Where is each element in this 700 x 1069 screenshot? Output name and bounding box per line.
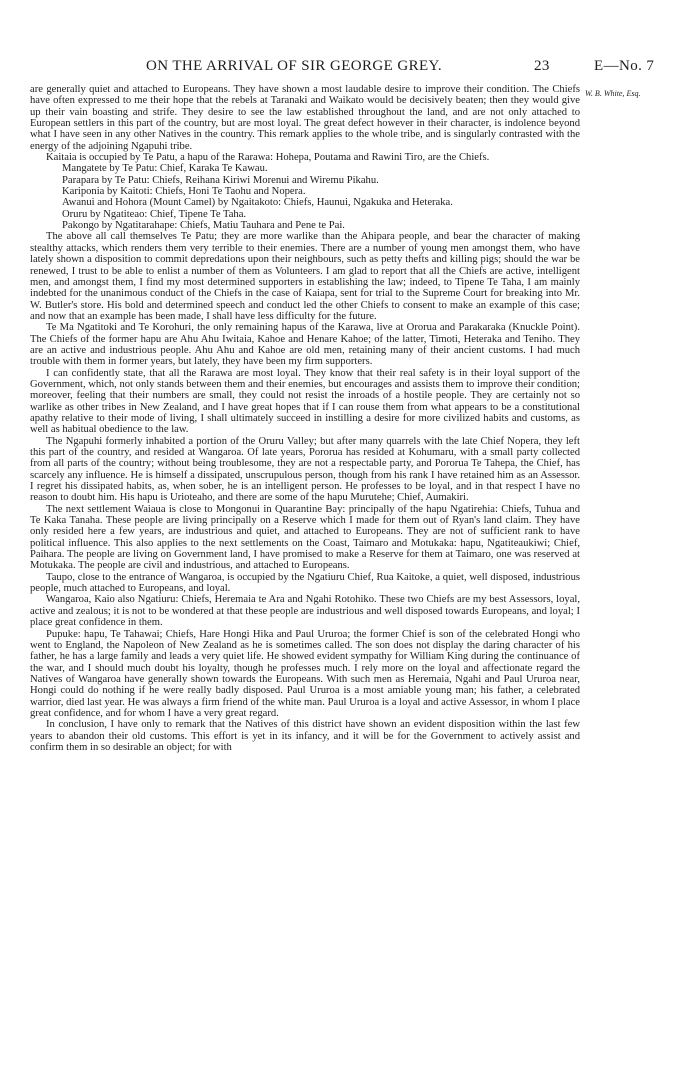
paragraph: Kaitaia is occupied by Te Patu, a hapu of the Rarawa: Hohepa, Poutama and Rawini Tiro, are the Chiefs. [46,152,490,164]
settlement-entry: Kariponia by Kaitoti: Chiefs, Honi Te Taohu and Nopera. [62,186,306,198]
paragraph: Wangaroa, Kaio also Ngatiuru: Chiefs, Heremaia te Ara and Ngahi Rotohiko. These two Chiefs are my best Assessors, loyal, active and zealous; it is not to be wondered at that these people are industrious and well disposed towards Europeans, and loyal; I place great confidence in them. [30,594,580,629]
settlement-entry: Mangatete by Te Patu: Chief, Karaka Te Kawau. [62,163,268,175]
body-text [30,84,580,1054]
paragraph: The next settlement Waiaua is close to Mongonui in Quarantine Bay: principally of the hapu Ngatirehia: Chiefs, Tuhua and Te Kaka Tanaha. These people are living principally on a Reserve which I made for them out of Ryan's land claim. They have only resided here a few years, are industrious and quiet, and attached to Europeans. They are not of sufficient rank to have political influence. This also applies to the next settlements on the Coast, Taimaro and Motukaka: hapu, Ngatiteaukiwi; Chief, Paihara. The people are living on Government land, I have promised to make a Reserve for them at Taimaro, one was reserved at Motukaka. The people are civil and industrious, and attached to Europeans. [30,503,580,572]
running-title: ON THE ARRIVAL OF SIR GEORGE GREY. [146,58,442,74]
page-header [0,58,700,78]
paragraph: In conclusion, I have only to remark that the Natives of this district have shown an evident disposition within the last few years to abandon their old customs. This effort is yet in its infancy, and it will be for the Government to actively assist and confirm them in so desirable an object; for with [30,719,580,753]
settlement-entry: Pakongo by Ngatitarahape: Chiefs, Matiu Tauhara and Pene te Pai. [62,220,345,232]
settlement-entry: Parapara by Te Patu: Chiefs, Reihana Kiriwi Morenui and Wiremu Pikahu. [62,174,379,186]
paragraph: Te Ma Ngatitoki and Te Korohuri, the only remaining hapus of the Karawa, live at Ororua and Parakaraka (Knuckle Point). The Chiefs of the former hapu are Ahu Ahu Iwitaia, Kahoe and Henare Kahoe; of the latter, Timoti, Heteraka and Teniho. They are an active and industrious people. Ahu Ahu and Kahoe are old men, retaining many of their ancient customs. I had much trouble with them in former years, but lately, they have been my firm supporters. [30,322,580,368]
paragraph: Taupo, close to the entrance of Wangaroa, is occupied by the Ngatiuru Chief, Rua Kaitoke, a quiet, well disposed, industrious people, much attached to Europeans, and loyal. [30,571,580,595]
paragraph: I can confidently state, that all the Rarawa are most loyal. They know that their real safety is in their loyal support of the Government, which, not only stands between them and their enemies, but encourages and assists them to improve their condition; moreover, feeling that their numbers are small, they could not resist the inroads of a hostile people. They are certainly not so warlike as other tribes in New Zealand, and I have great hopes that if I can rouse them from what appears to be a constitutional apathy relative to their mode of living, I shall ultimately succeed in instilling a desire for more civilized habits and customs, as well as habitual obedience to the law. [30,367,580,436]
page-number: 23 [534,58,550,74]
paragraph: Pupuke: hapu, Te Tahawai; Chiefs, Hare Hongi Hika and Paul Ururoa; the former Chief is son of the celebrated Hongi who went to England, the Napoleon of New Zealand as he is sometimes called. The son does not display the daring character of his father, he has a large family and leads a very quiet life. He showed evident sympathy for William King during the continuance of the war, and I should much doubt his loyalty, though he professes much. I rely more on the loyal and affectionate regard the Natives of Wangaroa have generally shown towards the Europeans. With such men as Heremaia, Ngahi and Paul Ururoa near, Hongi could do nothing if he were really badly disposed. Paul Ururoa is a most amiable young man; his father, a celebrated warrior, died last year. He was always a firm friend of the white man. Paul Ururoa is a loyal and active Assessor, in whom I place great confidence, and for whom I have a very great regard. [30,628,580,719]
margin-note-author: W. B. White, Esq. [585,89,641,98]
settlement-entry: Oruru by Ngatiteao: Chief, Tipene Te Taha. [62,208,247,220]
document-series: E—No. 7 [594,58,655,74]
settlement-entry: Awanui and Hohora (Mount Camel) by Ngaitakoto: Chiefs, Haunui, Ngakuka and Heteraka. [62,197,453,209]
paragraph: are generally quiet and attached to Europeans. They have shown a most laudable desire to improve their condition. The Chiefs have often expressed to me their hope that the rebels at Taranaki and Waikato would be decisively beaten; then they would give up their vain boasting and strife. They desire to see the law established throughout the land, and are not only attached to European settlers in this part of the country, but are most loyal. The great defect however in their character, is indolence beyond what I have seen in any other Natives in the country. This remark applies to the whole tribe, and is singularly contrasted with the energy of the adjoining Ngapuhi tribe. [30,84,580,152]
paragraph: The above all call themselves Te Patu; they are more warlike than the Ahipara people, and bear the character of making stealthy attacks, which renders them very terrible to their enemies. There are a number of young men amongst them, who have lately shown a disposition to commit depredations upon their neighbours, such as petty thefts and killing pigs; should the war be renewed, I trust to be able to enlist a number of them as Volunteers. I am glad to report that all the Chiefs are active, intelligent men, and amongst them, I find my most determined supporters in establishing the law; indeed, to Tipene Te Taha, I am mainly indebted for the unanimous conduct of the Chiefs in the case of Kaiapa, sent for trial to the Supreme Court for breaking into Mr. W. Butler's store. His bold and determined speech and conduct led the other Chiefs to consent to make an example of this case; and now that an example has been made, I shall have less difficulty for the future. [30,231,580,322]
paragraph: The Ngapuhi formerly inhabited a portion of the Oruru Valley; but after many quarrels with the late Chief Nopera, they left this part of the country, and resided at Wangaroa. Of late years, Pororua has resided at Kohumaru, with a small party collected from all parts of the country; without being troublesome, they are not a respectable party, and Pororua Te Tahepa, the Chief, has scarcely any influence. He is himself a dissipated, unscrupulous person, though from his rank I have retained him as an Assessor. I regret his dissipated habits, as, when sober, he is an intelligent person. He professes to be loyal, and in that respect I have no reason to doubt him. His hapu is Urioteaho, and there are some of the hapu Murutehe; Chief, Aumakiri. [30,435,580,504]
